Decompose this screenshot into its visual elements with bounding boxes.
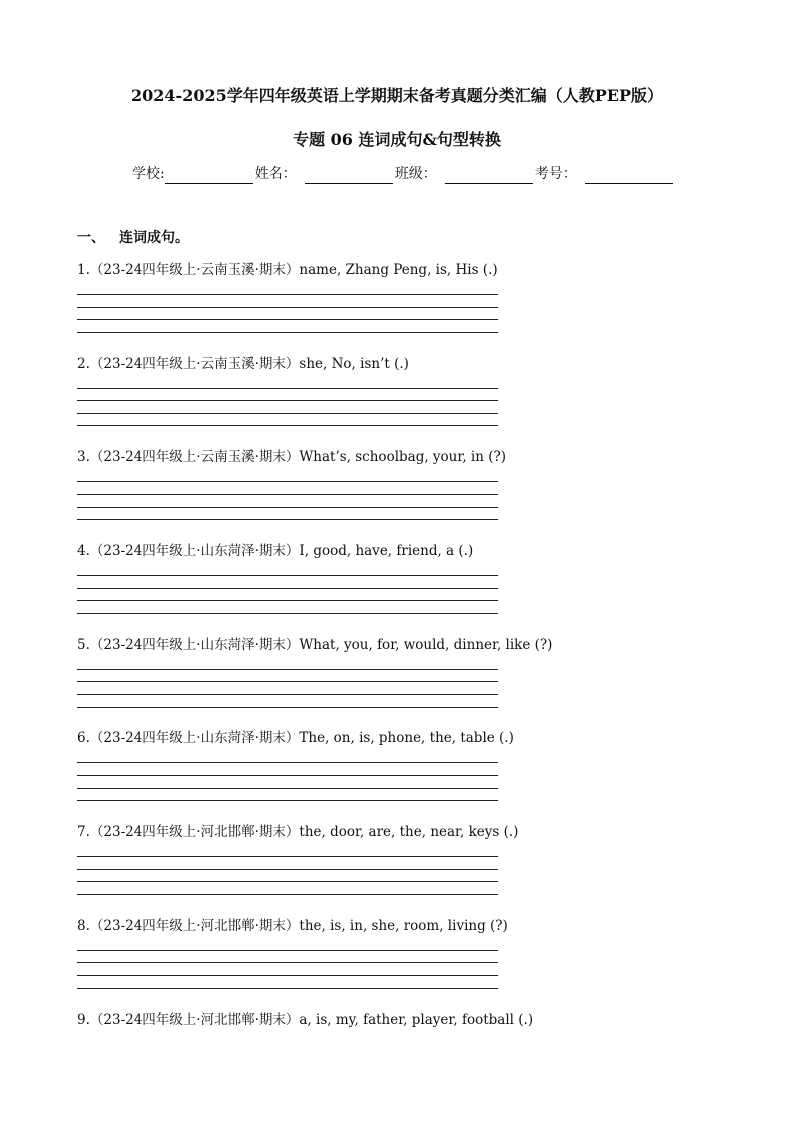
question-number: 1. bbox=[77, 262, 90, 278]
section-number: 一、 bbox=[77, 230, 105, 246]
answer-line[interactable] bbox=[77, 681, 498, 682]
question-text bbox=[77, 916, 508, 936]
question-item bbox=[77, 1008, 534, 1102]
answer-line[interactable] bbox=[77, 332, 498, 333]
question-source: （23-24四年级上·山东菏泽·期末） bbox=[89, 730, 300, 747]
answer-line[interactable] bbox=[77, 881, 498, 882]
school-blank bbox=[165, 167, 253, 184]
answer-line[interactable] bbox=[77, 975, 498, 976]
question-words: What, you, for, would, dinner, like (?) bbox=[299, 636, 553, 653]
question-list bbox=[77, 258, 553, 1101]
answer-line[interactable] bbox=[77, 707, 498, 708]
question-item bbox=[77, 352, 517, 446]
question-item bbox=[77, 820, 517, 914]
answer-line[interactable] bbox=[77, 613, 498, 614]
question-number: 3. bbox=[77, 449, 90, 466]
question-words: a, is, my, father, player, football (.) bbox=[299, 1011, 534, 1028]
question-number: 2. bbox=[77, 355, 90, 372]
question-number: 8. bbox=[77, 917, 90, 934]
question-text bbox=[77, 447, 506, 467]
answer-line[interactable] bbox=[77, 481, 498, 482]
question-item bbox=[77, 445, 517, 539]
question-words: I, good, have, friend, a (.) bbox=[299, 543, 474, 560]
question-text bbox=[77, 260, 498, 280]
question-words: The, on, is, phone, the, table (.) bbox=[299, 730, 514, 747]
question-text bbox=[77, 635, 552, 655]
name-label: 姓名： bbox=[254, 166, 297, 182]
answer-line[interactable] bbox=[77, 425, 498, 426]
class-label: 班级： bbox=[394, 166, 437, 182]
student-info-row bbox=[132, 164, 675, 184]
answer-line[interactable] bbox=[77, 507, 498, 508]
question-words: she, No, isn’t (.) bbox=[299, 355, 409, 372]
answer-lines[interactable] bbox=[77, 481, 498, 531]
question-source: （23-24四年级上·河北邯郸·期末） bbox=[89, 1011, 300, 1028]
question-words: What’s, schoolbag, your, in (?) bbox=[299, 449, 506, 466]
question-words: the, door, are, the, near, keys (.) bbox=[299, 824, 519, 841]
answer-lines[interactable] bbox=[77, 294, 498, 344]
answer-line[interactable] bbox=[77, 400, 498, 401]
question-text bbox=[77, 354, 409, 374]
answer-line[interactable] bbox=[77, 869, 498, 870]
exam-number-label: 考号： bbox=[534, 166, 577, 182]
answer-line[interactable] bbox=[77, 788, 498, 789]
class-blank bbox=[445, 167, 533, 184]
question-item bbox=[77, 539, 517, 633]
answer-lines[interactable] bbox=[77, 388, 498, 438]
document-subtitle: 专题 06 连词成句&句型转换 bbox=[293, 130, 501, 149]
answer-line[interactable] bbox=[77, 800, 498, 801]
answer-line[interactable] bbox=[77, 319, 498, 320]
answer-lines[interactable] bbox=[77, 575, 498, 625]
answer-line[interactable] bbox=[77, 494, 498, 495]
question-source: （23-24四年级上·河北邯郸·期末） bbox=[89, 824, 300, 841]
question-source: （23-24四年级上·河北邯郸·期末） bbox=[89, 917, 300, 934]
answer-lines[interactable] bbox=[77, 950, 498, 1000]
question-number: 6. bbox=[77, 730, 90, 747]
document-title: 2024-2025学年四年级英语上学期期末备考真题分类汇编（人教PEP版） bbox=[131, 86, 663, 105]
section-title: 连词成句。 bbox=[119, 230, 189, 246]
question-item bbox=[77, 633, 553, 727]
answer-line[interactable] bbox=[77, 950, 498, 951]
question-text bbox=[77, 728, 514, 748]
question-item bbox=[77, 914, 517, 1008]
question-words: name, Zhang Peng, is, His (.) bbox=[299, 262, 498, 278]
question-number: 7. bbox=[77, 824, 90, 841]
question-source: （23-24四年级上·云南玉溪·期末） bbox=[89, 449, 300, 466]
answer-line[interactable] bbox=[77, 669, 498, 670]
school-label: 学校: bbox=[132, 166, 165, 182]
answer-line[interactable] bbox=[77, 600, 498, 601]
section-heading bbox=[77, 228, 189, 248]
answer-line[interactable] bbox=[77, 894, 498, 895]
answer-line[interactable] bbox=[77, 856, 498, 857]
answer-line[interactable] bbox=[77, 294, 498, 295]
question-text bbox=[77, 541, 473, 561]
question-source: （23-24四年级上·云南玉溪·期末） bbox=[89, 355, 300, 372]
answer-lines[interactable] bbox=[77, 762, 498, 812]
answer-line[interactable] bbox=[77, 762, 498, 763]
answer-lines[interactable] bbox=[77, 669, 498, 719]
question-text bbox=[77, 1010, 533, 1030]
answer-lines[interactable] bbox=[77, 856, 498, 906]
question-number: 9. bbox=[77, 1011, 90, 1028]
answer-line[interactable] bbox=[77, 694, 498, 695]
question-number: 5. bbox=[77, 636, 90, 653]
question-number: 4. bbox=[77, 543, 90, 560]
name-blank bbox=[305, 167, 393, 184]
answer-line[interactable] bbox=[77, 519, 498, 520]
answer-line[interactable] bbox=[77, 588, 498, 589]
question-source: （23-24四年级上·山东菏泽·期末） bbox=[89, 543, 300, 560]
answer-line[interactable] bbox=[77, 775, 498, 776]
question-words: the, is, in, she, room, living (?) bbox=[299, 917, 508, 934]
exam-number-blank bbox=[585, 167, 673, 184]
question-source: （23-24四年级上·云南玉溪·期末） bbox=[89, 262, 300, 278]
answer-line[interactable] bbox=[77, 988, 498, 989]
question-item bbox=[77, 726, 517, 820]
question-item bbox=[77, 258, 517, 352]
question-text bbox=[77, 822, 518, 842]
answer-line[interactable] bbox=[77, 575, 498, 576]
answer-line[interactable] bbox=[77, 962, 498, 963]
answer-line[interactable] bbox=[77, 388, 498, 389]
answer-line[interactable] bbox=[77, 307, 498, 308]
question-source: （23-24四年级上·山东菏泽·期末） bbox=[89, 636, 300, 653]
answer-line[interactable] bbox=[77, 413, 498, 414]
